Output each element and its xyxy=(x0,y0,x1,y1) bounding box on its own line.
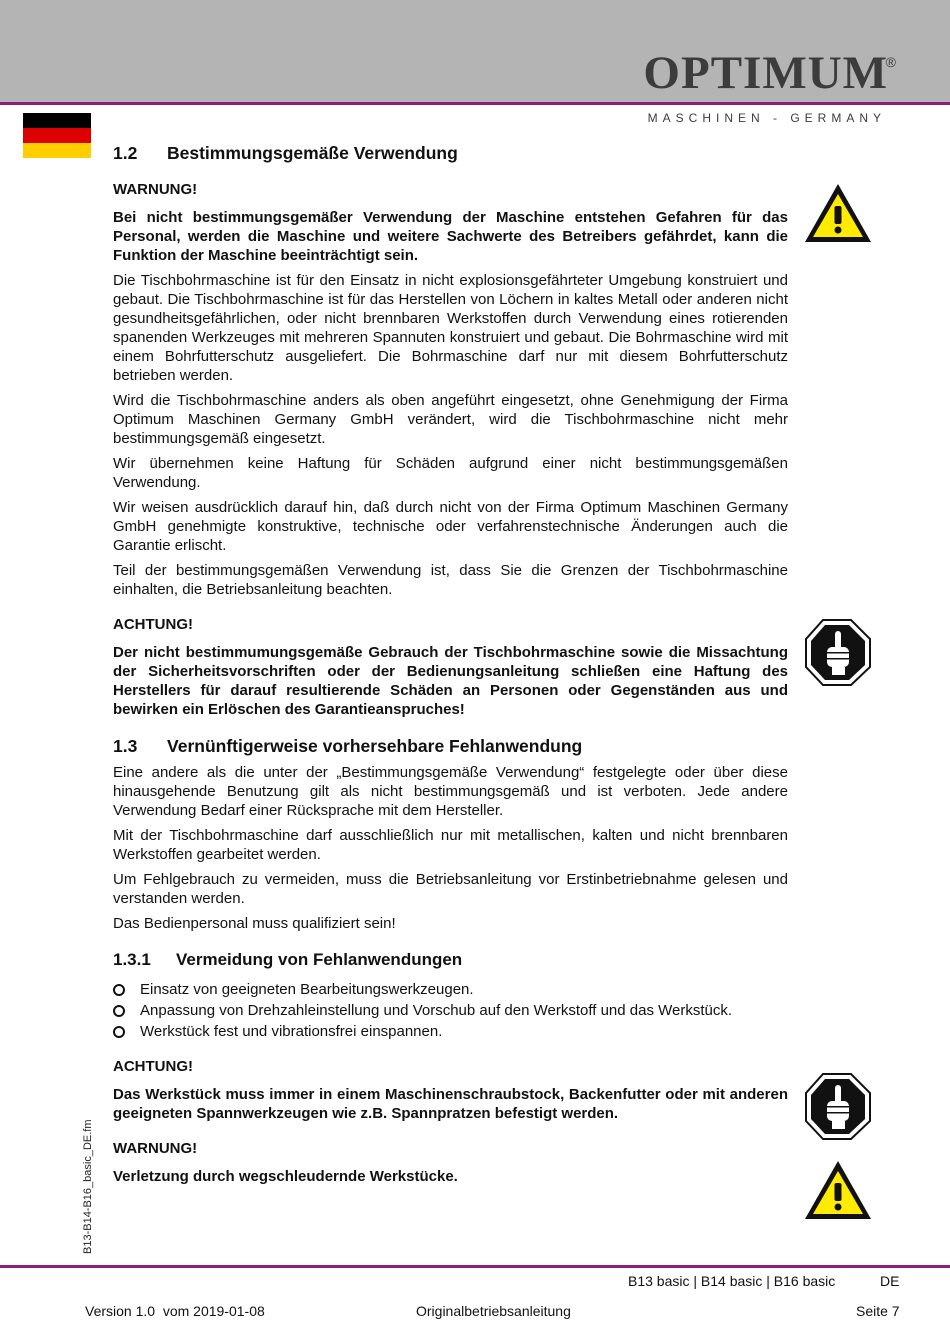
footer-version: Version 1.0 vom 2019-01-08 xyxy=(85,1303,265,1319)
footer-models: B13 basic | B14 basic | B16 basic xyxy=(628,1273,836,1289)
list-item: Einsatz von geeigneten Bearbeitungswerkzeugen. xyxy=(113,980,788,999)
list-item: Werkstück fest und vibrationsfrei einspannen. xyxy=(113,1022,788,1041)
header-divider xyxy=(0,102,950,105)
file-name-vertical: B13-B14-B16_basic_DE.fm xyxy=(82,1119,94,1254)
stop-hand-icon xyxy=(803,617,873,687)
bullet-list xyxy=(113,980,788,1041)
footer-page-number: Seite 7 xyxy=(856,1303,900,1319)
brand-tagline: MASCHINEN - GERMANY xyxy=(647,111,886,125)
warning-triangle-icon xyxy=(803,1159,873,1221)
paragraph: Wir weisen ausdrücklich darauf hin, daß durch nicht von der Firma Optimum Maschinen Germany GmbH genehmigte konstruktive, technische oder verfahrenstechnische Änderungen auch die Garantie erlischt. xyxy=(113,499,788,554)
footer-language: DE xyxy=(880,1273,900,1289)
caution-text: Das Werkstück muss immer in einem Maschinenschraubstock, Backenfutter oder mit anderen geeigneten Spannwerkzeugen wie z.B. Spannpratzen befestigt werden. xyxy=(113,1086,788,1122)
paragraph: Mit der Tischbohrmaschine darf ausschließlich nur mit metallischen, kalten und nicht brennbaren Werkstoffen gearbeitet werden. xyxy=(113,827,788,863)
bullet-circle-icon xyxy=(113,1005,125,1017)
bullet-circle-icon xyxy=(113,984,125,996)
caution-label: ACHTUNG! xyxy=(113,1058,193,1075)
paragraph: Teil der bestimmungsgemäßen Verwendung ist, dass Sie die Grenzen der Tischbohrmaschine einhalten, die Betriebsanleitung beachten. xyxy=(113,562,788,598)
paragraph: Das Bedienpersonal muss qualifiziert sein! xyxy=(113,915,396,932)
paragraph: Eine andere als die unter der „Bestimmungsgemäße Verwendung“ festgelegte oder über diese hinausgehende Benutzung gilt als nicht bestimmungsgemäß und ist verboten. Jede andere Verwendung Bedarf einer Rücksprache mit dem Hersteller. xyxy=(113,764,788,819)
bullet-circle-icon xyxy=(113,1026,125,1038)
section-heading-1-3: 1.3 Vernünftigerweise vorhersehbare Fehlanwendung xyxy=(113,736,583,756)
list-item: Anpassung von Drehzahleinstellung und Vorschub auf den Werkstoff und das Werkstück. xyxy=(113,1001,788,1020)
footer-document-type: Originalbetriebsanleitung xyxy=(416,1303,571,1319)
section-heading-1-2: 1.2 Bestimmungsgemäße Verwendung xyxy=(113,143,458,163)
warning-triangle-icon xyxy=(803,182,873,244)
paragraph: Wir übernehmen keine Haftung für Schäden aufgrund einer nicht bestimmungsgemäßen Verwendung. xyxy=(113,455,788,491)
warning-text: Bei nicht bestimmungsgemäßer Verwendung der Maschine entstehen Gefahren für das Personal, werden die Maschine und weitere Sachwerte des Betreibers gefährdet, kann die Funktion der Maschine beeinträchtigt sein. xyxy=(113,209,788,264)
caution-label: ACHTUNG! xyxy=(113,616,193,633)
stop-hand-icon xyxy=(803,1071,873,1141)
warning-label: WARNUNG! xyxy=(113,181,198,198)
brand-logo: OPTIMUM xyxy=(643,47,888,99)
german-flag-icon xyxy=(23,113,91,158)
paragraph: Die Tischbohrmaschine ist für den Einsatz in nicht explosionsgefährteter Umgebung konstruiert und gebaut. Die Tischbohrmaschine ist für das Herstellen von Löchern in kaltes Metall oder anderen nicht gesundheitsgefährlichen, oder nicht brennbaren Werkstoffen durch Verwendung eines rotierenden spanenden Werkzeuges mit mehreren Spannuten konstruiert und gebaut. Die Bohrmaschine wird mit einem Bohrfutterschutz ausgeliefert. Die Bohrmaschine darf nur mit diesem Bohrfutterschutz betrieben werden. xyxy=(113,272,788,384)
footer-divider xyxy=(0,1265,950,1268)
registered-mark: ® xyxy=(885,54,896,70)
paragraph: Wird die Tischbohrmaschine anders als oben angeführt eingesetzt, ohne Genehmigung der Firma Optimum Maschinen Germany GmbH verändert, wird die Tischbohrmaschine nicht mehr bestimmungsgemäß eingesetzt. xyxy=(113,392,788,447)
warning-label: WARNUNG! xyxy=(113,1140,198,1157)
main-content xyxy=(113,136,788,1192)
section-heading-1-3-1: 1.3.1 Vermeidung von Fehlanwendungen xyxy=(113,950,463,969)
caution-text: Der nicht bestimmumungsgemäße Gebrauch der Tischbohrmaschine sowie die Missachtung der Sicherheitsvorschriften oder der Bedienungsanleitung schließen eine Haftung des Herstellers für darauf resultierende Schäden an Personen oder Gegenständen aus und bewirken ein Erlöschen des Garantieanspruches! xyxy=(113,644,788,718)
paragraph: Um Fehlgebrauch zu vermeiden, muss die Betriebsanleitung vor Erstinbetriebnahme gelesen und verstanden werden. xyxy=(113,871,788,907)
warning-text: Verletzung durch wegschleudernde Werkstücke. xyxy=(113,1168,458,1185)
